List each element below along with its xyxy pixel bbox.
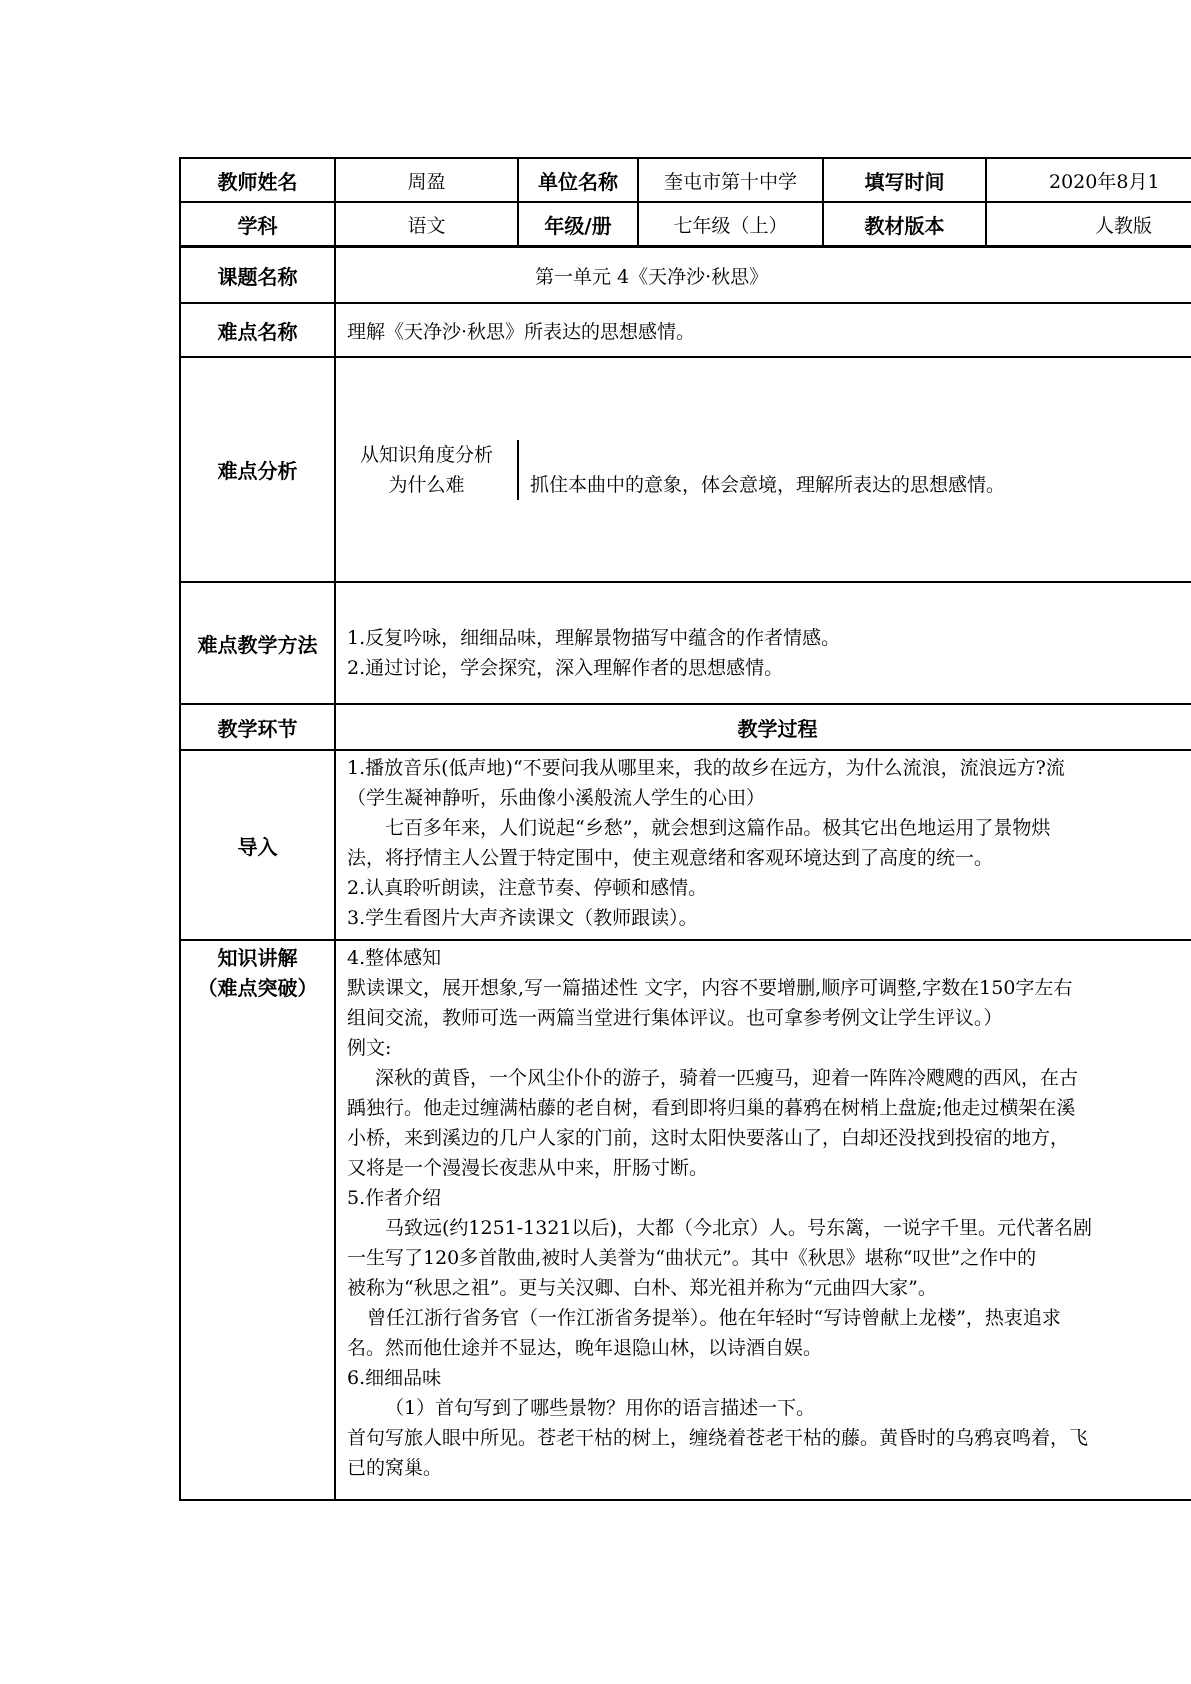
analysis-sub-label — [336, 440, 518, 500]
method-line: 1.反复吟咏，细细品味，理解景物描写中蕴含的作者情感。 — [347, 627, 841, 649]
knowledge-line: 踽独行。他走过缠满枯藤的老自树，看到即将归巢的暮鸦在树梢上盘旋;他走过横架在溪 — [347, 1097, 1076, 1119]
intro-line: 1.播放音乐(低声地)“不要问我从哪里来，我的故乡在远方，为什么流浪，流浪远方?流 — [347, 757, 1065, 779]
knowledge-line: 又将是一个漫漫长夜悲从中来，肝肠寸断。 — [347, 1157, 709, 1179]
subject-label: 学科 — [180, 202, 335, 246]
header-table — [179, 157, 1191, 247]
process-header-label: 教学环节 — [180, 704, 335, 750]
grade-label: 年级/册 — [518, 202, 638, 246]
knowledge-content — [335, 940, 1191, 1500]
intro-line: 七百多年来，人们说起“乡愁”，就会想到这篇作品。极其它出色地运用了景物烘 — [385, 817, 1051, 839]
subject-value: 语文 — [335, 202, 518, 246]
knowledge-line: 例文: — [347, 1037, 392, 1059]
intro-line: 2.认真聆听朗读，注意节奏、停顿和感情。 — [347, 877, 708, 899]
analysis-sub-label-line-2: 为什么难 — [388, 473, 465, 496]
analysis-inner — [336, 440, 1191, 500]
unit-label: 单位名称 — [518, 158, 638, 202]
knowledge-line: 5.作者介绍 — [347, 1187, 442, 1209]
knowledge-line: （1）首句写到了哪些景物？用你的语言描述一下。 — [385, 1397, 816, 1419]
knowledge-label-line-2: （难点突破） — [197, 976, 318, 1000]
knowledge-line: 曾任江浙行省务官（一作江浙省务提举）。他在年轻时“写诗曾献上龙楼”，热衷追求 — [367, 1307, 1061, 1329]
knowledge-line: 组间交流，教师可选一两篇当堂进行集体评议。也可拿参考例文让学生评议。） — [347, 1007, 1003, 1029]
knowledge-line: 默读课文，展开想象,写一篇描述性 文字，内容不要增删,顺序可调整,字数在150字左右 — [347, 977, 1073, 999]
intro-label: 导入 — [180, 750, 335, 940]
intro-line: （学生凝神静听，乐曲像小溪般流人学生的心田） — [347, 787, 766, 809]
knowledge-line: 已的窝巢。 — [347, 1457, 443, 1479]
analysis-value: 抓住本曲中的意象，体会意境，理解所表达的思想感情。 — [530, 474, 1006, 496]
topic-label: 课题名称 — [180, 247, 335, 303]
intro-line: 3.学生看图片大声齐读课文（教师跟读）。 — [347, 907, 698, 929]
method-label: 难点教学方法 — [180, 582, 335, 704]
knowledge-line: 被称为“秋思之祖”。更与关汉卿、白朴、郑光祖并称为“元曲四大家”。 — [347, 1277, 937, 1299]
topic-value: 第一单元 4《天净沙·秋思》 — [335, 247, 1191, 303]
knowledge-line: 6.细细品味 — [347, 1367, 442, 1389]
process-header-value: 教学过程 — [335, 704, 1191, 750]
knowledge-line: 名。然而他仕途并不显达，晚年退隐山林，以诗酒自娱。 — [347, 1337, 823, 1359]
grade-value: 七年级（上） — [638, 202, 823, 246]
date-value: 2020年8月1 — [986, 158, 1191, 202]
knowledge-label-line-1: 知识讲解 — [217, 946, 298, 970]
difficulty-value: 理解《天净沙·秋思》所表达的思想感情。 — [335, 303, 1191, 357]
edition-value: 人教版 — [986, 202, 1191, 246]
intro-content — [335, 750, 1191, 940]
analysis-sub-label-line-1: 从知识角度分析 — [359, 443, 493, 466]
difficulty-label: 难点名称 — [180, 303, 335, 357]
date-label: 填写时间 — [823, 158, 986, 202]
knowledge-line: 首句写旅人眼中所见。苍老干枯的树上，缠绕着苍老干枯的藤。黄昏时的乌鸦哀鸣着，飞 — [347, 1427, 1089, 1449]
knowledge-line: 一生写了120多首散曲,被时人美誉为“曲状元”。其中《秋思》堪称“叹世”之作中的 — [347, 1247, 1037, 1269]
knowledge-line: 4.整体感知 — [347, 947, 442, 969]
teacher-value: 周盈 — [335, 158, 518, 202]
analysis-label: 难点分析 — [180, 357, 335, 582]
knowledge-line: 深秋的黄昏，一个风尘仆仆的游子，骑着一匹瘦马，迎着一阵阵冷飕飕的西风，在古 — [375, 1067, 1079, 1089]
knowledge-label — [180, 940, 335, 1500]
method-line: 2.通过讨论，学会探究，深入理解作者的思想感情。 — [347, 657, 784, 679]
knowledge-line: 小桥，来到溪边的几户人家的门前，这时太阳快要落山了，白却还没找到投宿的地方， — [347, 1127, 1070, 1149]
edition-label: 教材版本 — [823, 202, 986, 246]
intro-line: 法，将抒情主人公置于特定围中，使主观意绪和客观环境达到了高度的统一。 — [347, 847, 994, 869]
knowledge-line: 马致远(约1251-1321以后)，大都（今北京）人。号东篱，一说字千里。元代著名剧 — [385, 1217, 1092, 1239]
unit-value: 奎屯市第十中学 — [638, 158, 823, 202]
teacher-label: 教师姓名 — [180, 158, 335, 202]
main-table — [179, 246, 1191, 1501]
method-content — [335, 582, 1191, 704]
